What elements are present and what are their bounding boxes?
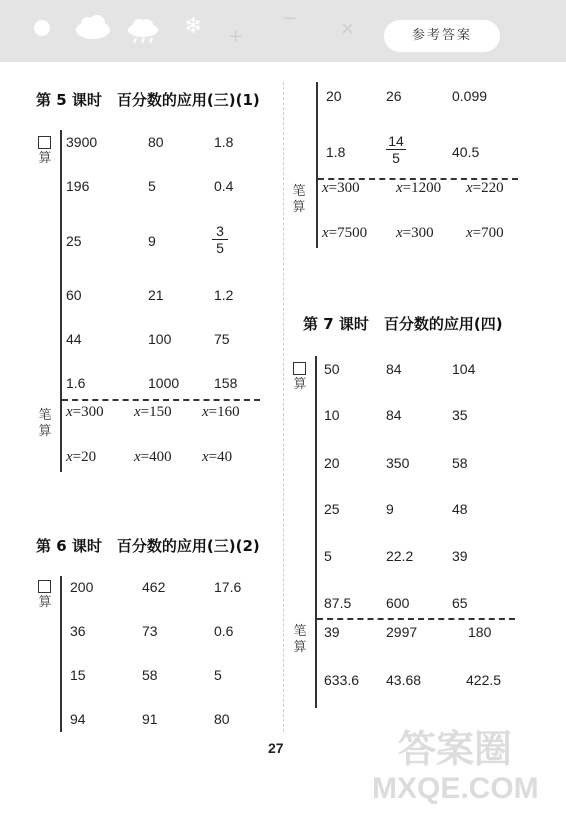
section-5-bar: [60, 130, 62, 472]
cell: 84: [386, 407, 402, 423]
cell: 94: [70, 711, 86, 727]
square-icon: [38, 136, 51, 149]
cell: 44: [66, 331, 82, 347]
cell: 22.2: [386, 548, 414, 564]
cell: 84: [386, 361, 402, 377]
cell: 65: [452, 595, 468, 611]
equation: x=220: [466, 180, 504, 196]
equation: x=700: [466, 225, 504, 241]
equation: x=300: [66, 404, 104, 420]
cell: 80: [214, 711, 230, 727]
snowflake-icon: ❄: [184, 14, 203, 39]
continuation-bar: [316, 82, 318, 248]
equation: x=40: [202, 449, 233, 465]
cell: 17.6: [214, 579, 242, 595]
cell: 21: [148, 287, 164, 303]
cell: 58: [142, 667, 158, 683]
cell: 26: [386, 88, 402, 104]
cell: 39: [452, 548, 468, 564]
fraction: 3 5: [212, 223, 228, 256]
cell: 1000: [148, 375, 180, 391]
cell: 43.68: [386, 672, 422, 688]
mental-calc-label: 算: [37, 580, 53, 611]
cell: 1.8: [326, 144, 346, 160]
times-deco-icon: ×: [340, 18, 356, 39]
cell: 9: [386, 501, 394, 517]
cell: 75: [214, 331, 230, 347]
equation: x=7500: [322, 225, 368, 241]
cell: 633.6: [324, 672, 360, 688]
column-divider: [283, 82, 284, 732]
cell: 35: [452, 407, 468, 423]
square-icon: [293, 362, 306, 375]
cell: 9: [148, 233, 156, 249]
cell: 104: [452, 361, 476, 377]
cell: 158: [214, 375, 238, 391]
cell: 200: [70, 579, 94, 595]
cell: 58: [452, 455, 468, 471]
cell: 5: [214, 667, 222, 683]
cell: 20: [324, 455, 340, 471]
square-icon: [38, 580, 51, 593]
cell: 40.5: [452, 144, 480, 160]
section-7-bar: [315, 356, 317, 708]
cell: 2997: [386, 624, 418, 640]
cell: 5: [324, 548, 332, 564]
cell: 10: [324, 407, 340, 423]
cell: 25: [324, 501, 340, 517]
cell: 1.6: [66, 375, 86, 391]
minus-deco-icon: −: [282, 8, 298, 29]
cell: 50: [324, 361, 340, 377]
cell: 196: [66, 178, 90, 194]
cell: 87.5: [324, 595, 352, 611]
watermark-brand: 答案圈: [398, 727, 513, 771]
cloud-icon: [74, 14, 112, 40]
section-6-bar: [60, 576, 62, 732]
cell: 0.4: [214, 178, 234, 194]
cell: 3900: [66, 134, 98, 150]
answer-key-badge: 参考答案: [384, 20, 500, 52]
cell: 48: [452, 501, 468, 517]
cell: 5: [148, 178, 156, 194]
cell: 20: [326, 88, 342, 104]
cell: 1.2: [214, 287, 234, 303]
cell: 422.5: [466, 672, 502, 688]
section-divider: [62, 399, 260, 401]
section-7-title: 第 7 课时 百分数的应用(四): [303, 315, 503, 333]
written-calc-label: 笔算: [293, 624, 307, 655]
cell: 1.8: [214, 134, 234, 150]
cell: 15: [70, 667, 86, 683]
cell: 462: [142, 579, 166, 595]
cell: 350: [386, 455, 410, 471]
equation: x=160: [202, 404, 240, 420]
plus-deco-icon: +: [228, 26, 244, 47]
section-5-title: 第 5 课时 百分数的应用(三)(1): [36, 91, 260, 109]
cell: 600: [386, 595, 410, 611]
watermark-site: MXQE.COM: [372, 772, 539, 805]
cell: 60: [66, 287, 82, 303]
rain-cloud-icon: [126, 18, 160, 44]
cell: 80: [148, 134, 164, 150]
mental-calc-label: 算: [37, 136, 53, 167]
cell: 25: [66, 233, 82, 249]
equation: x=1200: [396, 180, 442, 196]
cell: 100: [148, 331, 172, 347]
cell: 180: [468, 624, 492, 640]
fraction: 14 5: [386, 133, 406, 166]
cell: 91: [142, 711, 158, 727]
sun-icon: [34, 20, 50, 36]
equation: x=20: [66, 449, 97, 465]
mental-calc-label: 算: [292, 362, 308, 393]
equation: x=300: [322, 180, 360, 196]
cell: 36: [70, 623, 86, 639]
written-calc-label: 笔算: [292, 184, 306, 215]
header-band: [0, 0, 566, 62]
equation: x=400: [134, 449, 172, 465]
written-calc-label: 笔算: [38, 408, 52, 439]
cell: 73: [142, 623, 158, 639]
page-number: 27: [268, 740, 284, 756]
cell: 0.6: [214, 623, 234, 639]
cell: 39: [324, 624, 340, 640]
section-divider: [317, 618, 515, 620]
equation: x=300: [396, 225, 434, 241]
cell: 0.099: [452, 88, 488, 104]
section-6-title: 第 6 课时 百分数的应用(三)(2): [36, 537, 260, 555]
equation: x=150: [134, 404, 172, 420]
